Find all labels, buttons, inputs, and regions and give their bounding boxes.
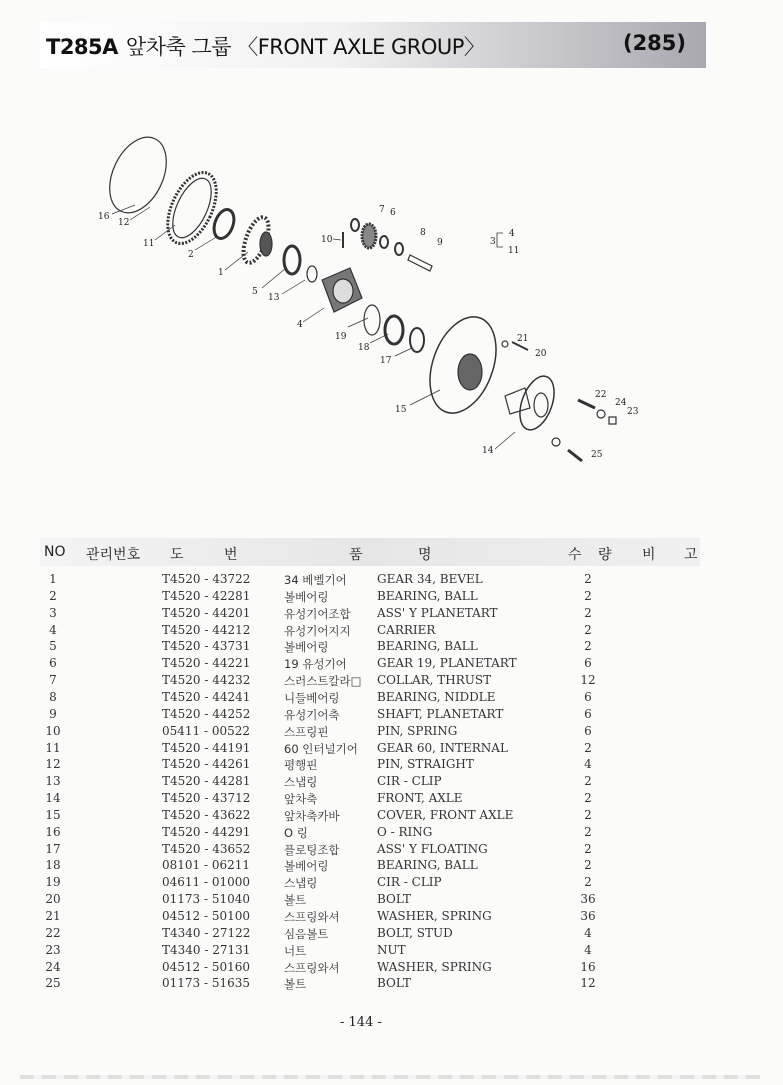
part-name-english: COVER, FRONT AXLE xyxy=(377,807,514,822)
part-number: 23 xyxy=(45,942,61,957)
table-row xyxy=(0,673,783,690)
part-name-english: BOLT xyxy=(377,976,411,991)
part-name-korean: 유성기어지지 xyxy=(284,623,351,638)
table-row xyxy=(0,858,783,875)
bearing-part xyxy=(210,207,237,241)
part-number: 24 xyxy=(45,959,61,974)
part-number: 6 xyxy=(49,656,57,671)
nut-part xyxy=(609,417,616,424)
part-name-english: FRONT, AXLE xyxy=(377,791,463,806)
callout-label: 9 xyxy=(437,238,443,248)
part-name-english: COLLAR, THRUST xyxy=(377,673,492,688)
col-header-no: NO xyxy=(44,544,66,560)
part-name-korean: 스냅링 xyxy=(284,775,318,790)
part-name-korean: 볼베어링 xyxy=(284,859,329,874)
part-number: 15 xyxy=(45,807,61,822)
drawing-number: T4520 - 42281 xyxy=(162,588,251,603)
planet-gear-part xyxy=(362,224,376,248)
drawing-number: T4520 - 43722 xyxy=(162,572,251,586)
part-name-korean: 19 유성기어 xyxy=(284,657,347,672)
drawing-number: 01173 - 51635 xyxy=(162,976,251,991)
page-header xyxy=(40,22,706,68)
part-number: 10 xyxy=(45,723,61,738)
bearing-18-part xyxy=(385,316,403,344)
drawing-number: T4520 - 44241 xyxy=(162,689,251,704)
part-name-english: O - RING xyxy=(377,824,433,839)
table-row xyxy=(0,875,783,892)
part-number: 22 xyxy=(45,925,61,940)
washer-25-part xyxy=(552,438,560,446)
drawing-number: 04512 - 50160 xyxy=(162,959,251,974)
axle-flange-part xyxy=(513,372,560,435)
part-number: 4 xyxy=(49,622,57,637)
callout-label: 23 xyxy=(627,407,639,417)
part-number: 8 xyxy=(49,689,57,704)
snap-ring-part xyxy=(307,266,317,282)
quantity: 6 xyxy=(584,689,592,704)
table-row xyxy=(0,757,783,774)
part-name-korean: 스프링와셔 xyxy=(284,910,340,924)
part-number: 7 xyxy=(49,673,57,688)
quantity: 2 xyxy=(584,774,592,789)
quantity: 2 xyxy=(584,807,592,822)
callout-label: 21 xyxy=(517,334,529,344)
drawing-number: T4520 - 44212 xyxy=(162,622,251,637)
table-row xyxy=(0,606,783,623)
callout-label: 8 xyxy=(420,228,426,238)
quantity: 6 xyxy=(584,656,592,671)
table-row xyxy=(0,943,783,960)
table-row xyxy=(0,892,783,909)
table-row xyxy=(0,960,783,977)
table-row xyxy=(0,976,783,993)
drawing-number: T4520 - 43712 xyxy=(162,791,251,806)
table-row xyxy=(0,825,783,842)
drawing-number: T4520 - 44252 xyxy=(162,706,251,721)
callout-label: 19 xyxy=(335,332,347,342)
quantity: 6 xyxy=(584,723,592,738)
quantity: 4 xyxy=(584,942,592,957)
part-number: 18 xyxy=(45,858,61,873)
col-header-mgmt: 관리번호 xyxy=(86,547,141,563)
internal-gear-inner xyxy=(165,173,219,244)
drawing-number: T4520 - 44201 xyxy=(162,605,251,620)
callout-label: 7 xyxy=(379,205,385,215)
part-name-english: PIN, STRAIGHT xyxy=(377,757,474,772)
part-name-korean: 스러스트칼라□ xyxy=(284,674,362,689)
table-row xyxy=(0,909,783,926)
drawing-number: T4340 - 27131 xyxy=(162,942,251,957)
callout-label: 5 xyxy=(252,287,258,297)
table-row xyxy=(0,707,783,724)
drawing-number: 04512 - 50100 xyxy=(162,909,251,923)
part-name-korean: 34 베벨기어 xyxy=(284,573,347,587)
part-name-english: GEAR 60, INTERNAL xyxy=(377,740,508,755)
axle-cover-hub xyxy=(458,354,482,390)
drawing-number: 04611 - 01000 xyxy=(162,875,251,890)
quantity: 2 xyxy=(584,622,592,637)
drawing-number: T4520 - 44261 xyxy=(162,757,251,772)
model-code: T285A xyxy=(46,35,118,59)
part-name-korean: 플로팅조합 xyxy=(284,842,340,857)
part-name-english: ASS' Y FLOATING xyxy=(377,841,488,856)
part-name-english: NUT xyxy=(377,942,406,957)
drawing-number: T4520 - 43652 xyxy=(162,841,251,856)
callout-label: 6 xyxy=(390,208,396,218)
drawing-number: T4520 - 44232 xyxy=(162,673,251,688)
page-number: - 144 - xyxy=(340,1015,382,1030)
quantity: 2 xyxy=(584,605,592,620)
part-name-english: BEARING, BALL xyxy=(377,639,478,654)
part-name-korean: 앞차축카바 xyxy=(284,808,340,823)
part-name-korean: 볼트 xyxy=(284,977,307,992)
callout-label: 11 xyxy=(508,246,520,256)
table-row xyxy=(0,842,783,859)
quantity: 12 xyxy=(580,673,596,688)
callout-label: 1 xyxy=(218,268,224,278)
drawing-number: 01173 - 51040 xyxy=(162,892,251,907)
part-name-english: CIR - CLIP xyxy=(377,774,442,789)
drawing-number: T4520 - 44191 xyxy=(162,740,251,755)
callout-label: 14 xyxy=(482,446,494,456)
quantity: 2 xyxy=(584,588,592,603)
exploded-parts-diagram xyxy=(0,70,783,490)
callout-label: 13 xyxy=(268,293,280,303)
part-name-korean: 앞차축 xyxy=(284,792,318,807)
table-row xyxy=(0,639,783,656)
quantity: 16 xyxy=(580,959,596,974)
callout-label: 16 xyxy=(98,212,110,222)
carrier-bore xyxy=(333,279,353,303)
part-number: 11 xyxy=(45,740,61,755)
callout-label: 12 xyxy=(118,218,130,228)
stud-bolt-part xyxy=(578,400,595,408)
drawing-number: T4520 - 44291 xyxy=(162,824,251,839)
quantity: 6 xyxy=(584,706,592,721)
part-name-english: BEARING, BALL xyxy=(377,858,478,873)
part-name-korean: 스프링핀 xyxy=(284,724,329,739)
quantity: 36 xyxy=(580,909,596,923)
scan-artifact xyxy=(20,1075,760,1079)
quantity: 12 xyxy=(580,976,596,991)
quantity: 2 xyxy=(584,639,592,654)
thrust-collar-part xyxy=(351,219,359,231)
drawing-number: 05411 - 00522 xyxy=(162,723,251,738)
part-name-english: CARRIER xyxy=(377,622,436,637)
callout-label: 18 xyxy=(358,343,370,353)
part-number: 20 xyxy=(45,892,61,907)
quantity: 2 xyxy=(584,858,592,873)
table-row xyxy=(0,926,783,943)
part-name-english: SHAFT, PLANETART xyxy=(377,706,504,721)
header-title xyxy=(46,31,484,61)
part-name-korean: 60 인터널기어 xyxy=(284,741,358,756)
drawing-number: 08101 - 06211 xyxy=(162,858,251,873)
part-name-korean: 볼베어링 xyxy=(284,589,329,604)
collar-part xyxy=(395,243,403,255)
drawing-number: T4340 - 27122 xyxy=(162,925,251,940)
part-name-english: WASHER, SPRING xyxy=(377,959,492,974)
callout-label: 22 xyxy=(595,390,607,400)
callout-label: 2 xyxy=(188,250,194,260)
quantity: 36 xyxy=(580,892,596,907)
part-name-korean: 스프링와셔 xyxy=(284,960,340,975)
o-ring-part xyxy=(98,128,177,222)
col-header-qty: 수 량 xyxy=(568,547,618,563)
part-name-english: BEARING, NIDDLE xyxy=(377,689,496,704)
col-header-remark: 비 고 xyxy=(642,547,710,563)
drawing-number: T4520 - 43731 xyxy=(162,639,251,654)
callout-label: 25 xyxy=(591,450,603,460)
axle-flange-center xyxy=(534,393,548,417)
part-name-korean: 유성기어축 xyxy=(284,707,340,722)
group-page-code: (285) xyxy=(622,31,686,55)
part-name-korean: 심음볼트 xyxy=(284,926,329,941)
part-number: 2 xyxy=(49,588,57,603)
part-number: 9 xyxy=(49,706,57,721)
table-row xyxy=(0,623,783,640)
part-name-english: PIN, SPRING xyxy=(377,723,458,738)
washer-24-part xyxy=(597,410,605,418)
planet-shaft-part xyxy=(408,255,432,271)
part-name-korean: 평행핀 xyxy=(284,758,318,773)
quantity: 2 xyxy=(584,841,592,856)
table-row xyxy=(0,808,783,825)
callout-label: 4 xyxy=(297,320,303,330)
part-number: 16 xyxy=(45,824,61,839)
floating-seal-part xyxy=(410,328,424,352)
part-number: 12 xyxy=(45,757,61,772)
table-row xyxy=(0,724,783,741)
table-row xyxy=(0,791,783,808)
part-number: 1 xyxy=(49,572,57,586)
part-name-korean: 스냅링 xyxy=(284,876,318,891)
callout-label: 10 xyxy=(321,235,333,245)
col-header-name-a: 품 xyxy=(349,547,363,563)
part-number: 14 xyxy=(45,791,61,806)
table-row xyxy=(0,656,783,673)
part-name-korean: 볼베어링 xyxy=(284,640,329,655)
part-number: 17 xyxy=(45,841,61,856)
quantity: 2 xyxy=(584,791,592,806)
callout-label: 24 xyxy=(615,398,627,408)
col-header-name-b: 명 xyxy=(418,547,432,563)
quantity: 2 xyxy=(584,572,592,586)
part-name-english: GEAR 19, PLANETART xyxy=(377,656,517,671)
part-number: 25 xyxy=(45,976,61,991)
part-number: 3 xyxy=(49,605,57,620)
quantity: 2 xyxy=(584,740,592,755)
part-name-korean: 너트 xyxy=(284,943,307,958)
table-row xyxy=(0,690,783,707)
drawing-number: T4520 - 43622 xyxy=(162,807,251,822)
part-name-korean: 유성기어조합 xyxy=(284,606,351,621)
part-name-korean: 니들베어링 xyxy=(284,690,340,705)
part-name-english: CIR - CLIP xyxy=(377,875,442,890)
part-name-english: WASHER, SPRING xyxy=(377,909,492,923)
part-name-english: ASS' Y PLANETART xyxy=(377,605,498,620)
group-title: 앞차축 그룹 〈FRONT AXLE GROUP〉 xyxy=(125,35,485,59)
callout-label: 15 xyxy=(395,405,407,415)
callout-label: 11 xyxy=(143,239,155,249)
quantity: 2 xyxy=(584,824,592,839)
table-row xyxy=(0,589,783,606)
part-number: 5 xyxy=(49,639,57,654)
bearing-5-part xyxy=(284,246,300,274)
drawing-number: T4520 - 44221 xyxy=(162,656,251,671)
table-row xyxy=(0,572,783,589)
quantity: 2 xyxy=(584,875,592,890)
table-row xyxy=(0,774,783,791)
callout-label: 4 xyxy=(509,229,515,239)
snap-ring-19-part xyxy=(364,305,380,335)
table-row xyxy=(0,741,783,758)
callout-label: 17 xyxy=(380,356,392,366)
part-name-english: GEAR 34, BEVEL xyxy=(377,572,483,586)
drawing-number: T4520 - 44281 xyxy=(162,774,251,789)
bolt-25-part xyxy=(568,450,582,461)
part-name-english: BOLT xyxy=(377,892,411,907)
part-number: 13 xyxy=(45,774,61,789)
needle-bearing-part xyxy=(380,236,388,248)
part-name-english: BEARING, BALL xyxy=(377,588,478,603)
col-header-drawing: 도 번 xyxy=(170,547,256,563)
part-name-english: BOLT, STUD xyxy=(377,925,453,940)
callout-label: 20 xyxy=(535,349,547,359)
part-number: 19 xyxy=(45,875,61,890)
washer-21-part xyxy=(502,341,508,347)
callout-label: 3 xyxy=(490,237,496,247)
part-name-korean: 볼트 xyxy=(284,893,307,908)
bevel-gear-hub xyxy=(260,232,272,256)
part-number: 21 xyxy=(45,909,61,923)
quantity: 4 xyxy=(584,757,592,772)
quantity: 4 xyxy=(584,925,592,940)
part-name-korean: O 링 xyxy=(284,825,308,840)
